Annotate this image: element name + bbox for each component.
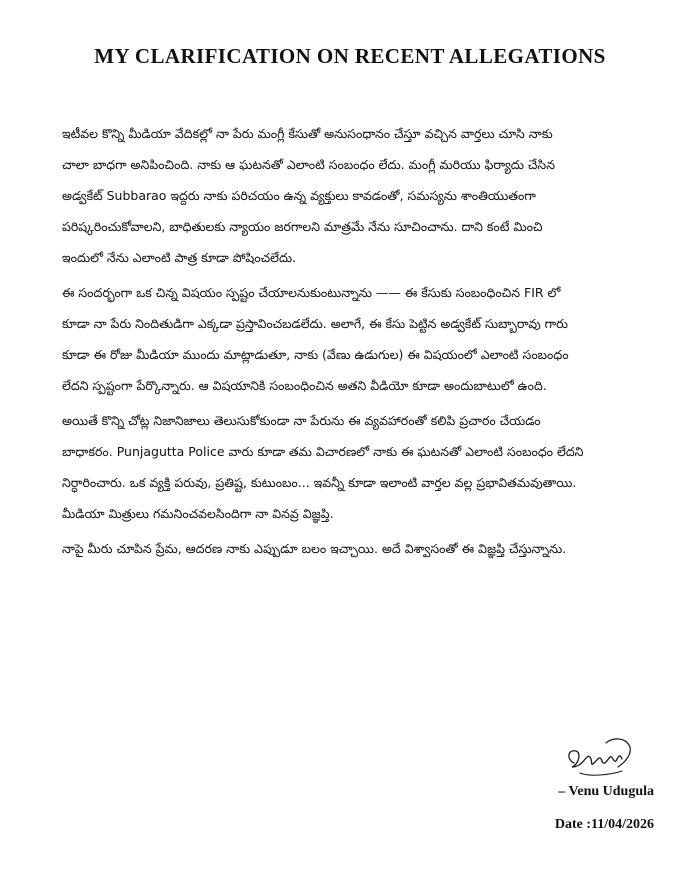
document-body bbox=[62, 118, 638, 564]
paragraph-line: ఇందులో నేను ఎలాంటి పాత్ర కూడా పోషించలేదు. bbox=[62, 250, 297, 265]
document-title: MY CLARIFICATION ON RECENT ALLEGATIONS bbox=[94, 44, 606, 68]
document-date: Date :11/04/2026 bbox=[554, 817, 654, 832]
paragraph-line: ఇటీవల కొన్ని మీడియా వేదికల్లో నా పేరు మంగ్లీ కేసుతో అనుసంధానం చేస్తూ వచ్చిన వార్తలు చూసి నాకు bbox=[62, 126, 553, 141]
paragraph-line: మీడియా మిత్రులు గమనించవలసిందిగా నా వినవ్ర విజ్ఞప్తి. bbox=[62, 506, 334, 521]
paragraph-line: కూడా ఈ రోజు మీడియా ముందు మాట్లాడుతూ, నాకు (వేణు ఉడుగుల) ఈ విషయంలో ఎలాంటి సంబంధం bbox=[62, 347, 569, 362]
handwritten-signature bbox=[560, 733, 636, 781]
paragraph-line: పరిష్కరించుకోవాలని, బాధితులకు న్యాయం జరగాలని మాత్రమే నేను సూచించాను. దాని కంటే మించి bbox=[62, 219, 543, 234]
paragraph-line: నిర్ధారించారు. ఒక వ్యక్తి పరువు, ప్రతిష్ట, కుటుంబం... ఇవన్నీ కూడా ఇలాంటి వార్తల వల్ల ప్రభావితమవుతాయి. bbox=[62, 475, 577, 490]
paragraph-line: ఈ సందర్భంగా ఒక చిన్న విషయం స్పష్టం చేయాలనుకుంటున్నాను —— ఈ కేసుకు సంబంధించిన FIR లో bbox=[62, 285, 561, 300]
paragraph-line: అడ్వకేట్ Subbarao ఇద్దరు నాకు పరిచయం ఉన్న వ్యక్తులు కావడంతో, సమస్యను శాంతియుతంగా bbox=[62, 188, 536, 203]
paragraph bbox=[62, 533, 638, 564]
paragraph-line: చాలా బాధగా అనిపించింది. నాకు ఆ ఘటనతో ఎలాంటి సంబంధం లేదు. మంగ్లీ మరియు ఫిర్యాదు చేసిన bbox=[62, 157, 555, 172]
paragraph bbox=[62, 405, 638, 529]
paragraph-line: నాపై మీరు చూపిన ప్రేమ, ఆదరణ నాకు ఎప్పుడూ బలం ఇచ్చాయి. అదే విశ్వాసంతో ఈ విజ్ఞప్తి చేస్తున్నాను. bbox=[62, 541, 567, 556]
paragraph bbox=[62, 277, 638, 401]
paragraph-line: అయితే కొన్ని చోట్ల నిజానిజాలు తెలుసుకోకుండా నా పేరును ఈ వ్యవహారంతో కలిపి ప్రచారం చేయడం bbox=[62, 413, 541, 428]
paragraph-line: బాధాకరం. Punjagutta Police వారు కూడా తమ విచారణలో నాకు ఈ ఘటనతో ఎలాంటి సంబంధం లేదని bbox=[62, 444, 584, 459]
paragraph-line: లేదని స్పష్టంగా పేర్కొన్నారు. ఆ విషయానికి సంబంధించిన అతని వీడియో కూడా అందుబాటులో ఉంది. bbox=[62, 378, 547, 393]
signer-name: – Venu Udugula bbox=[558, 784, 654, 799]
paragraph bbox=[62, 118, 638, 273]
paragraph-line: కూడా నా పేరు నిందితుడిగా ఎక్కడా ప్రస్తావించబడలేదు. అలాగే, ఈ కేసు పెట్టిన అడ్వకేట్ సుబ్బారావు గారు bbox=[62, 316, 568, 331]
